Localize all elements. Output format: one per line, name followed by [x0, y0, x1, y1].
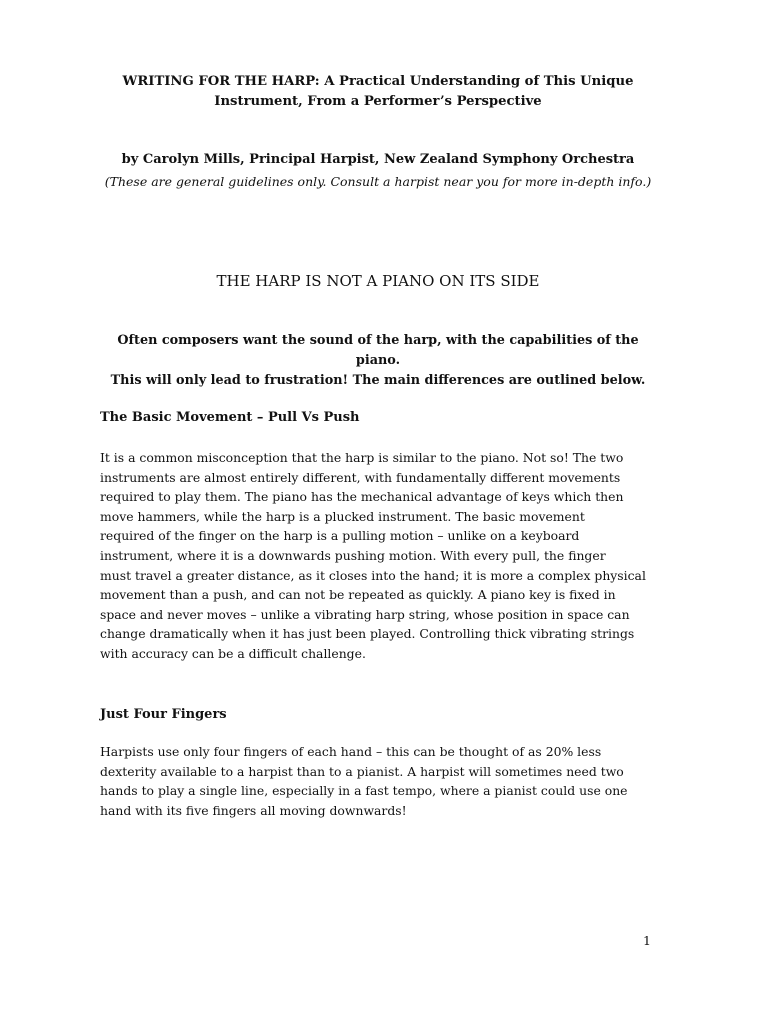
paragraph-line: required of the finger on the harp is a pulling motion – unlike on a keyboard	[100, 528, 580, 544]
intro-line-1: Often composers want the sound of the harp, with the capabilities of the piano.	[117, 333, 639, 368]
title-line-2: Instrument, From a Performer’s Perspective	[214, 94, 542, 109]
document-title	[100, 72, 656, 112]
title-line-1: WRITING FOR THE HARP: A Practical Understanding of This Unique	[122, 74, 634, 89]
paragraph-line: It is a common misconception that the harp is similar to the piano. Not so! The two	[100, 450, 624, 465]
paragraph-line: with accuracy can be a difficult challenge.	[100, 645, 366, 661]
section-heading: THE HARP IS NOT A PIANO ON ITS SIDE	[216, 272, 540, 290]
paragraph-line: movement than a push, and can not be repeated as quickly. A piano key is fixed in	[100, 587, 616, 603]
paragraph-line: must travel a greater distance, as it closes into the hand; it is more a complex physical	[100, 567, 646, 583]
subsection-heading-basic-movement: The Basic Movement – Pull Vs Push	[100, 410, 360, 425]
section-intro	[100, 331, 656, 391]
paragraph-line: instrument, where it is a downwards pushing motion. With every pull, the finger	[100, 547, 606, 563]
paragraph-four-fingers	[100, 742, 660, 820]
paragraph-basic-movement	[100, 448, 660, 664]
paragraph-line: change dramatically when it has just been played. Controlling thick vibrating strings	[100, 626, 635, 642]
disclaimer-note: (These are general guidelines only. Consult a harpist near you for more in-depth info.)	[104, 174, 652, 189]
author-byline: by Carolyn Mills, Principal Harpist, New Zealand Symphony Orchestra	[121, 152, 635, 167]
paragraph-line: hand with its five fingers all moving downwards!	[100, 802, 407, 818]
paragraph-line: hands to play a single line, especially in a fast tempo, where a pianist could use one	[100, 783, 628, 799]
subsection-heading-four-fingers: Just Four Fingers	[100, 707, 227, 722]
paragraph-line: required to play them. The piano has the mechanical advantage of keys which then	[100, 489, 624, 505]
paragraph-line: Harpists use only four fingers of each hand – this can be thought of as 20% less	[100, 744, 602, 759]
paragraph-line: move hammers, while the harp is a plucked instrument. The basic movement	[100, 508, 585, 524]
intro-line-2: This will only lead to frustration! The main differences are outlined below.	[110, 373, 646, 388]
paragraph-line: instruments are almost entirely different, with fundamentally different movements	[100, 469, 621, 485]
paragraph-line: space and never moves – unlike a vibrating harp string, whose position in space can	[100, 606, 630, 622]
paragraph-line: dexterity available to a harpist than to a pianist. A harpist will sometimes need two	[100, 763, 624, 779]
page-number: 1	[643, 933, 651, 948]
